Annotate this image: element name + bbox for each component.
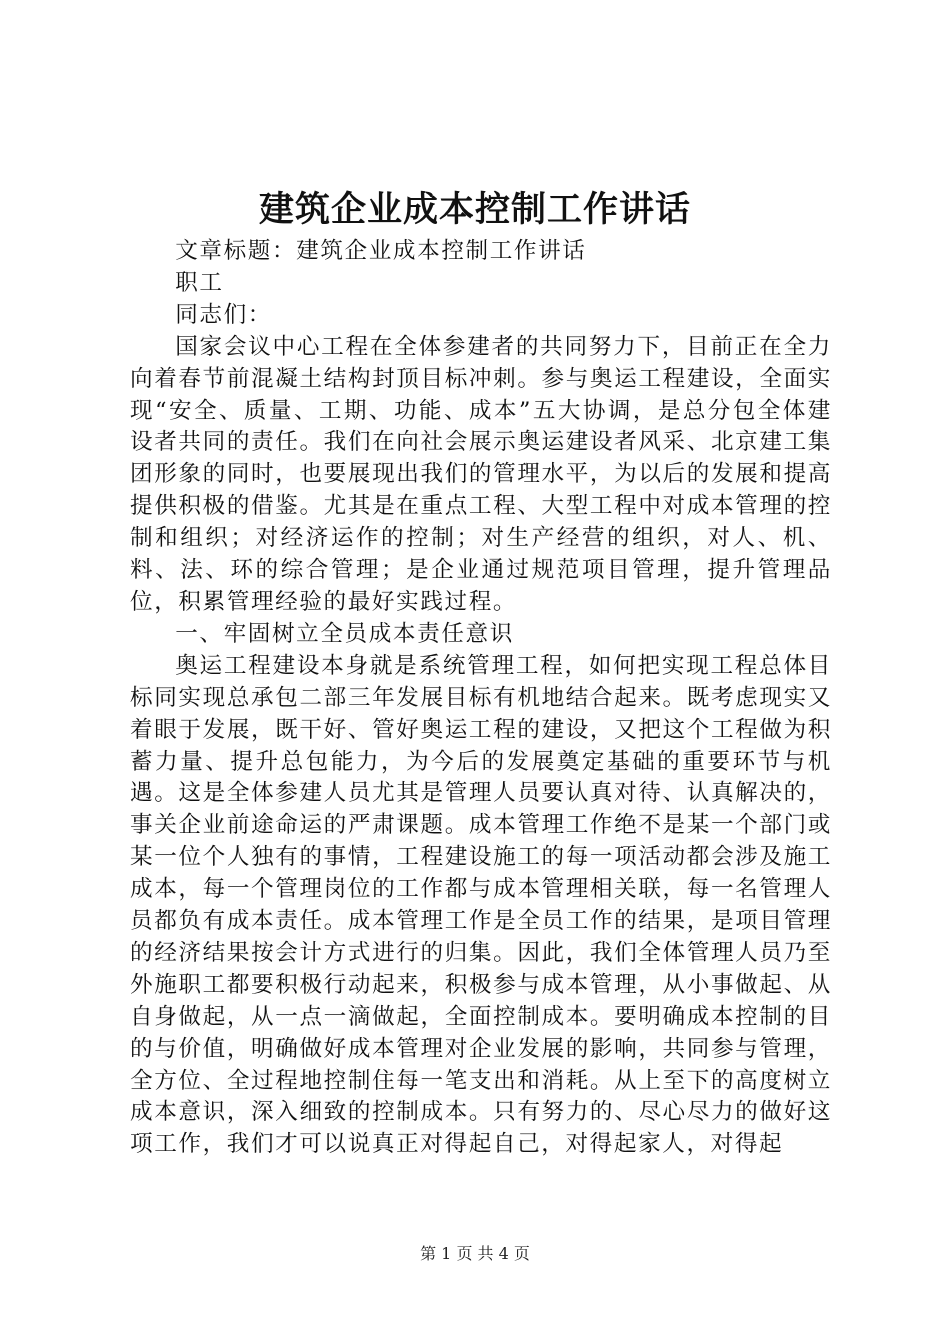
salutation-line: 同志们：	[175, 301, 272, 328]
body-paragraph: 国家会议中心工程在全体参建者的共同努力下，目前正在全力向着春节前混凝土结构封顶目标冲刺。参与奥运工程建设，全面实现“安全、质量、工期、功能、成本”五大协调，是总分包全体建设者共同的责任。我们在向社会展示奥运建设者风采、北京建工集团形象的同时，也要展现出我们的管理水平，为以后的发展和提高提供积极的借鉴。尤其是在重点工程、大型工程中对成本管理的控制和组织；对经济运作的控制；对生产经营的组织，对人、机、料、法、环的综合管理；是企业通过规范项目管理，提升管理品位，积累管理经验的最好实践过程。	[130, 333, 832, 615]
section-heading: 一、牢固树立全员成本责任意识	[175, 620, 514, 647]
document-title: 建筑企业成本控制工作讲话	[258, 189, 691, 230]
page-footer: 第 1 页 共 4 页	[420, 1244, 530, 1263]
audience-line: 职工	[175, 269, 224, 296]
article-title-line: 文章标题：建筑企业成本控制工作讲话	[175, 238, 587, 264]
body-paragraph: 奥运工程建设本身就是系统管理工程，如何把实现工程总体目标同实现总承包二部三年发展目标有机地结合起来。既考虑现实又着眼于发展，既干好、管好奥运工程的建设，又把这个工程做为积蓄力量、提升总包能力，为今后的发展奠定基础的重要环节与机遇。这是全体参建人员尤其是管理人员要认真对待、认真解决的，事关企业前途命运的严肃课题。成本管理工作绝不是某一个部门或某一位个人独有的事情，工程建设施工的每一项活动都会涉及施工成本，每一个管理岗位的工作都与成本管理相关联，每一名管理人员都负有成本责任。成本管理工作是全员工作的结果，是项目管理的经济结果按会计方式进行的归集。因此，我们全体管理人员乃至外施职工都要积极行动起来，积极参与成本管理，从小事做起、从自身做起，从一点一滴做起，全面控制成本。要明确成本控制的目的与价值，明确做好成本管理对企业发展的影响，共同参与管理，全方位、全过程地控制住每一笔支出和消耗。从上至下的高度树立成本意识，深入细致的控制成本。只有努力的、尽心尽力的做好这项工作，我们才可以说真正对得起自己，对得起家人，对得起	[130, 652, 832, 1158]
document-body	[130, 236, 832, 1161]
